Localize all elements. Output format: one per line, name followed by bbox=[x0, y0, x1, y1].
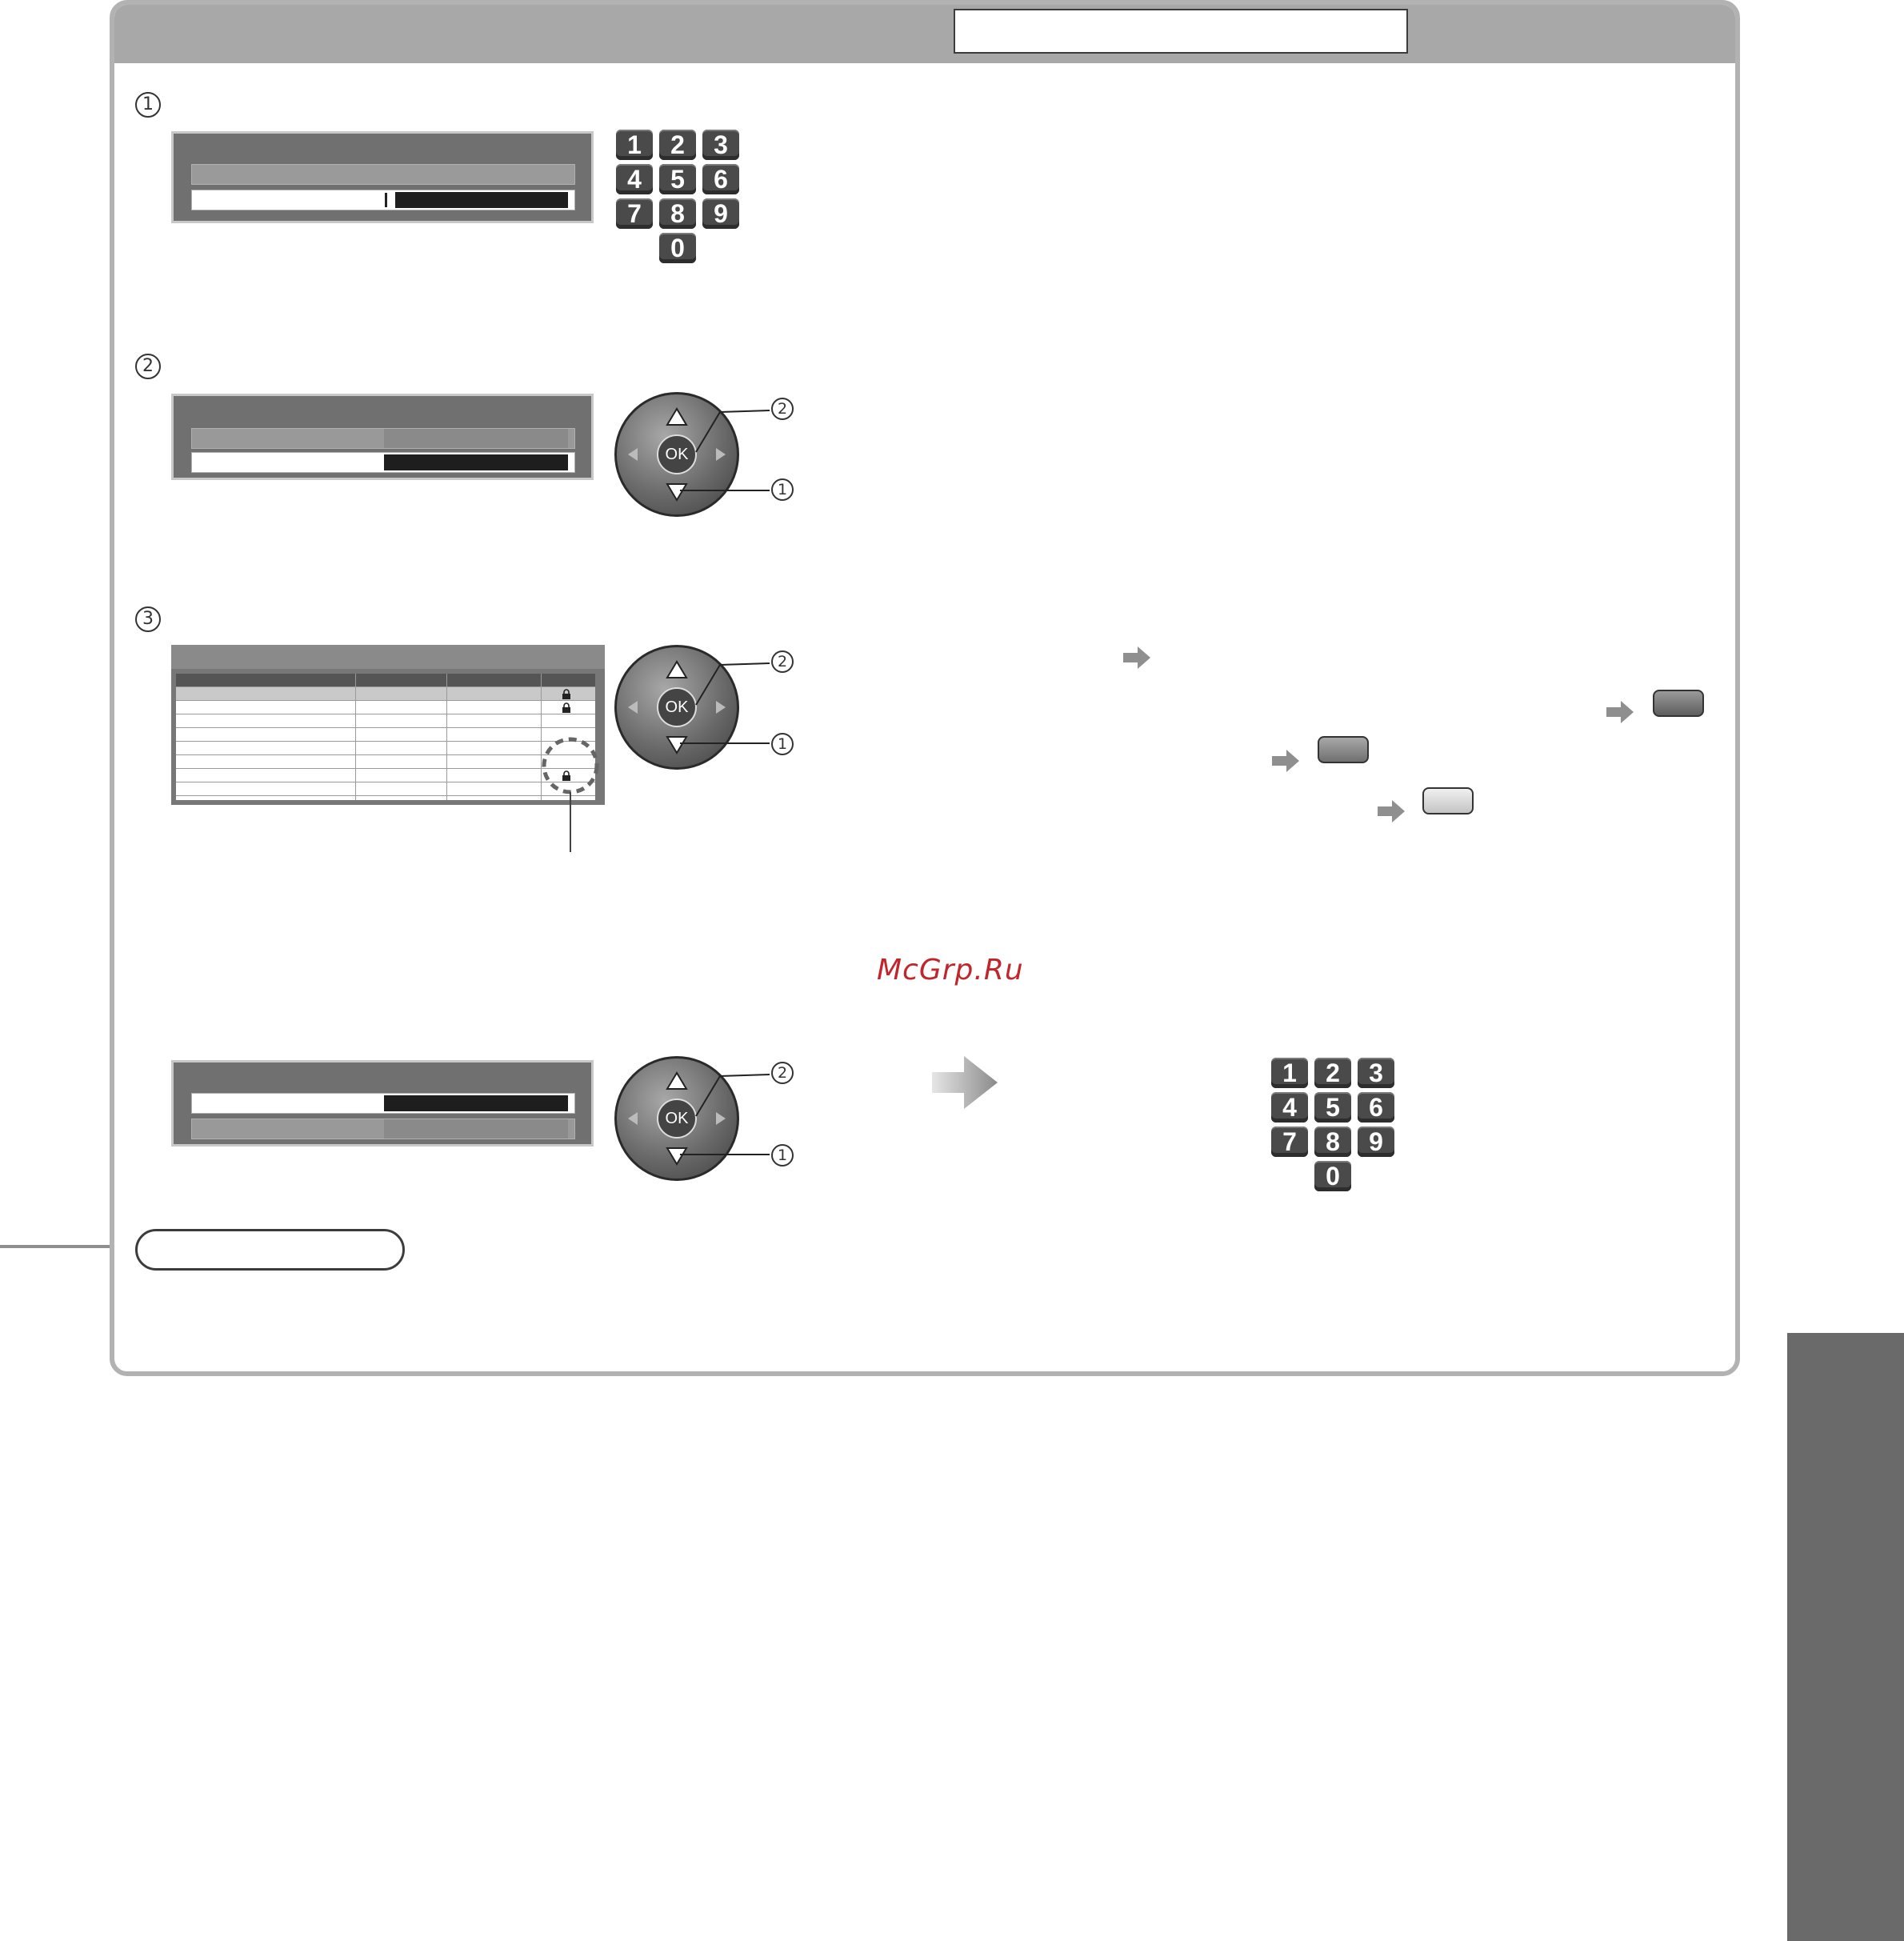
lock-icon bbox=[561, 702, 572, 714]
key-1[interactable]: 1 bbox=[1271, 1058, 1308, 1088]
key-2[interactable]: 2 bbox=[659, 130, 696, 160]
key-3[interactable]: 3 bbox=[702, 130, 739, 160]
step-2-marker: 2 bbox=[135, 354, 161, 379]
callout-1: 1 bbox=[771, 733, 794, 755]
key-5[interactable]: 5 bbox=[659, 164, 696, 194]
screen-4-bar-selected bbox=[191, 1093, 575, 1114]
screen-4-bar-fill bbox=[384, 1095, 568, 1111]
key-5[interactable]: 5 bbox=[1314, 1092, 1351, 1123]
key-8[interactable]: 8 bbox=[659, 198, 696, 229]
screen-2-bar-selected bbox=[191, 452, 575, 473]
table-row[interactable] bbox=[176, 701, 595, 714]
table-row[interactable] bbox=[176, 755, 595, 769]
key-2[interactable]: 2 bbox=[1314, 1058, 1351, 1088]
text-cursor bbox=[385, 193, 387, 207]
key-8[interactable]: 8 bbox=[1314, 1127, 1351, 1157]
side-tab bbox=[1787, 1333, 1904, 1941]
triangle-left-icon bbox=[628, 1112, 638, 1125]
screen-1-input bbox=[191, 190, 575, 210]
ok-button[interactable]: OK bbox=[657, 434, 697, 474]
table-row[interactable] bbox=[176, 714, 595, 728]
key-7[interactable]: 7 bbox=[1271, 1127, 1308, 1157]
screen-1 bbox=[171, 131, 594, 223]
arrow-right-icon bbox=[932, 1056, 1004, 1109]
screen-4 bbox=[171, 1060, 594, 1147]
callout-2: 2 bbox=[771, 398, 794, 420]
panel-header bbox=[114, 5, 1735, 63]
light-grey-button[interactable] bbox=[1422, 787, 1474, 814]
ok-button[interactable]: OK bbox=[657, 1099, 697, 1139]
ok-button[interactable]: OK bbox=[657, 687, 697, 727]
arrow-right-icon bbox=[1606, 701, 1635, 723]
screen-4-bar-bottom-fill bbox=[384, 1119, 568, 1139]
table-row[interactable] bbox=[176, 687, 595, 701]
key-6[interactable]: 6 bbox=[702, 164, 739, 194]
triangle-left-icon bbox=[628, 701, 638, 714]
lock-icon bbox=[561, 689, 572, 700]
lead-line bbox=[0, 1245, 110, 1248]
key-4[interactable]: 4 bbox=[1271, 1092, 1308, 1123]
screen-4-bar-bottom bbox=[191, 1119, 575, 1139]
table-header bbox=[176, 674, 595, 687]
callout-1: 1 bbox=[771, 478, 794, 501]
key-9[interactable]: 9 bbox=[1358, 1127, 1394, 1157]
key-6[interactable]: 6 bbox=[1358, 1092, 1394, 1123]
keypad-2 bbox=[1271, 1058, 1399, 1194]
screen-2-bar-fill bbox=[384, 454, 568, 470]
col-divider bbox=[446, 674, 447, 800]
arrow-right-icon bbox=[1272, 750, 1301, 772]
keypad-1 bbox=[616, 130, 744, 266]
screen-2-bar-top bbox=[191, 428, 575, 449]
table-row[interactable] bbox=[176, 769, 595, 782]
callout-2: 2 bbox=[771, 650, 794, 673]
channel-table-screen bbox=[171, 645, 605, 805]
table-row[interactable] bbox=[176, 742, 595, 755]
key-7[interactable]: 7 bbox=[616, 198, 653, 229]
watermark: McGrp.Ru bbox=[877, 954, 1024, 987]
key-1[interactable]: 1 bbox=[616, 130, 653, 160]
col-divider bbox=[355, 674, 356, 800]
step-3-marker: 3 bbox=[135, 606, 161, 632]
key-4[interactable]: 4 bbox=[616, 164, 653, 194]
dark-grey-button[interactable] bbox=[1653, 690, 1704, 717]
table-row[interactable] bbox=[176, 782, 595, 796]
key-3[interactable]: 3 bbox=[1358, 1058, 1394, 1088]
grey-button[interactable] bbox=[1318, 736, 1369, 763]
arrow-right-icon bbox=[1123, 646, 1152, 669]
key-0[interactable]: 0 bbox=[659, 233, 696, 263]
table-row[interactable] bbox=[176, 728, 595, 742]
screen-2 bbox=[171, 394, 594, 480]
arrow-right-icon bbox=[1378, 800, 1406, 822]
screen-1-input-fill bbox=[395, 192, 568, 208]
step-1-marker: 1 bbox=[135, 92, 161, 118]
key-0[interactable]: 0 bbox=[1314, 1161, 1351, 1191]
callout-1: 1 bbox=[771, 1144, 794, 1167]
triangle-left-icon bbox=[628, 448, 638, 461]
table-title-bar bbox=[171, 645, 605, 669]
header-title-box bbox=[954, 9, 1408, 54]
callout-2: 2 bbox=[771, 1062, 794, 1084]
screen-2-bar-top-fill bbox=[384, 429, 568, 448]
key-9[interactable]: 9 bbox=[702, 198, 739, 229]
lock-highlight bbox=[541, 736, 605, 856]
channel-table bbox=[176, 674, 595, 800]
screen-1-bar-top bbox=[191, 164, 575, 185]
note-pill bbox=[135, 1229, 405, 1271]
